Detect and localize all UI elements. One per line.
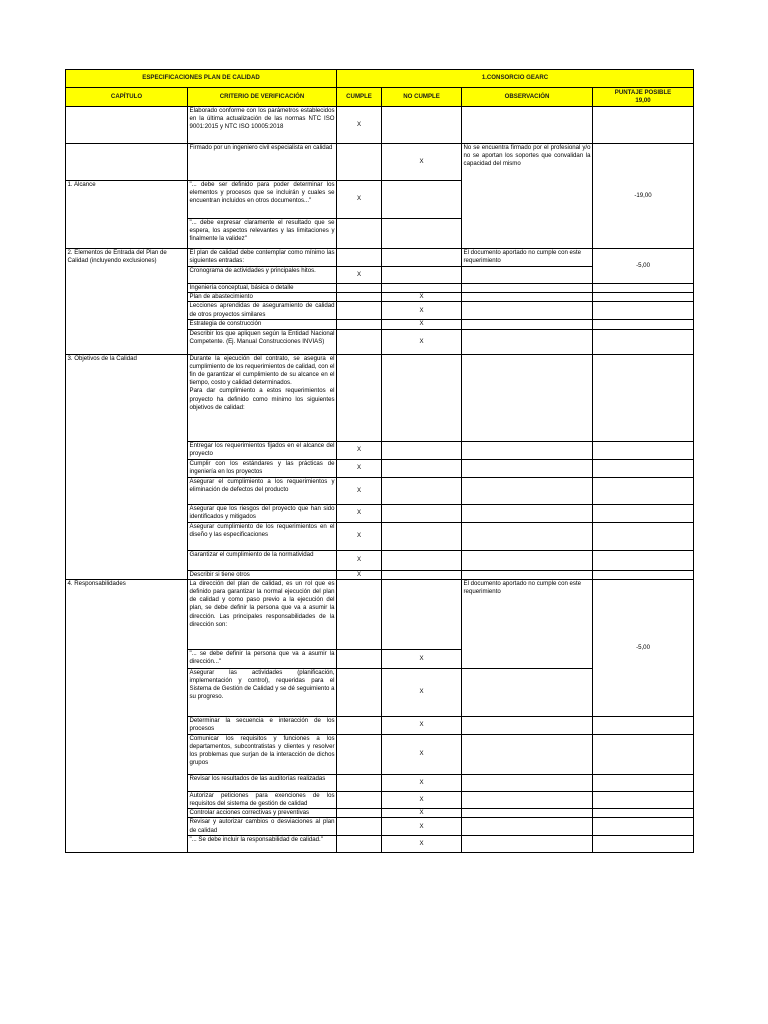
observation-cell <box>462 716 593 734</box>
score-cell: -19,00 <box>593 144 694 249</box>
observation-cell <box>462 354 593 441</box>
chapter-cell <box>66 107 188 144</box>
complies-cell: X <box>337 267 382 284</box>
complies-cell <box>337 249 382 267</box>
complies-cell: X <box>337 459 382 477</box>
complies-cell <box>337 791 382 808</box>
not-complies-cell <box>382 284 462 293</box>
criterion-cell: "... se debe definir la persona que va a asumir la dirección..." <box>188 649 337 668</box>
complies-cell <box>337 284 382 293</box>
criterion-cell: Determinar la secuencia e interacción de los procesos <box>188 716 337 734</box>
not-complies-cell: X <box>382 818 462 835</box>
score-cell: -5,00 <box>593 249 694 284</box>
score-cell <box>593 522 694 550</box>
score-cell <box>593 809 694 818</box>
table-row <box>66 107 694 144</box>
complies-cell <box>337 144 382 181</box>
observation-cell <box>462 570 593 579</box>
score-cell <box>593 774 694 791</box>
complies-cell <box>337 649 382 668</box>
criterion-cell: Garantizar el cumplimiento de la normatividad <box>188 550 337 570</box>
not-complies-cell: X <box>382 144 462 181</box>
complies-cell <box>337 354 382 441</box>
col-chapter: CAPÍTULO <box>66 88 188 107</box>
observation-cell <box>462 774 593 791</box>
criterion-cell: Describir si tiene otros <box>188 570 337 579</box>
observation-cell <box>462 550 593 570</box>
table-row <box>66 249 694 267</box>
not-complies-cell <box>382 441 462 459</box>
complies-cell: X <box>337 504 382 522</box>
score-cell <box>593 734 694 774</box>
criterion-cell: Cronograma de actividades y principales hitos. <box>188 267 337 284</box>
not-complies-cell: X <box>382 716 462 734</box>
complies-cell <box>337 219 382 249</box>
criterion-cell: Lecciones aprendidas de aseguramiento de calidad de otros proyectos similares <box>188 302 337 320</box>
criterion-cell: Autorizar peticiones para exenciones de los requisitos del sistema de gestión de calidad <box>189 791 335 808</box>
chapter-cell: 3. Objetivos de la Calidad <box>66 354 188 579</box>
complies-cell <box>337 302 382 320</box>
criterion-cell: Asegurar el cumplimiento a los requerimientos y eliminación de defectos del producto <box>188 477 337 504</box>
table-row <box>66 144 694 181</box>
criterion-cell: Asegurar que los riesgos del proyecto que han sido identificados y mitigados <box>188 504 337 522</box>
score-cell <box>593 329 694 354</box>
score-cell <box>593 504 694 522</box>
observation-cell <box>462 284 593 293</box>
score-cell <box>593 716 694 734</box>
not-complies-cell <box>382 550 462 570</box>
score-cell <box>593 550 694 570</box>
not-complies-cell <box>382 249 462 267</box>
not-complies-cell <box>382 267 462 284</box>
observation-cell <box>462 818 593 835</box>
not-complies-cell <box>382 181 462 219</box>
score-cell <box>593 354 694 441</box>
col-possible-score <box>593 88 694 107</box>
criterion-cell: Elaborado conforme con los parámetros establecidos en la última actualización de las normas NTC ISO 9001:2015 y NTC ISO 10005:2018 <box>188 107 337 144</box>
observation-cell <box>462 459 593 477</box>
not-complies-cell <box>382 504 462 522</box>
complies-cell <box>337 320 382 329</box>
not-complies-cell: X <box>382 809 462 818</box>
score-cell <box>593 293 694 302</box>
not-complies-cell <box>382 570 462 579</box>
observation-cell <box>462 320 593 329</box>
not-complies-cell <box>382 354 462 441</box>
header-row-columns <box>66 88 694 107</box>
score-cell <box>593 459 694 477</box>
criterion-cell: Estrategia de construcción <box>188 320 337 329</box>
criterion-cell: Comunicar los requisitos y funciones a los departamentos, subcontratistas y clientes y resolver los problemas que surjan de la interacción de dichos grupos <box>188 734 337 774</box>
criterion-cell: Revisar los resultados de las auditorías realizadas <box>188 774 337 791</box>
criterion-cell: Describir los que apliquen según la Entidad Nacional Competente. (Ej. Manual Construcciones INVIAS) <box>188 329 337 354</box>
criterion-cell: Durante la ejecución del contrato, se asegura el cumplimiento de los requerimientos de calidad, con el fin de garantizar el cumplimiento de su alcance en el tiempo, costo y calidad determinados. Para dar cumplimiento a estos requerimientos el proyecto ha definido como mínimo los siguientes objetivos de calidad: <box>188 354 337 441</box>
complies-cell: X <box>337 107 382 144</box>
score-cell <box>593 302 694 320</box>
complies-cell <box>337 293 382 302</box>
observation-cell: El documento aportado no cumple con este requerimiento <box>462 249 593 267</box>
not-complies-cell <box>382 579 462 649</box>
score-cell <box>593 284 694 293</box>
complies-cell <box>337 818 382 835</box>
complies-cell: X <box>337 477 382 504</box>
observation-cell: El documento aportado no cumple con este requerimiento <box>462 579 593 668</box>
not-complies-cell <box>382 477 462 504</box>
criterion-cell: Cumplir con los estándares y las prácticas de ingeniería en los proyectos <box>188 459 337 477</box>
score-cell: -5,00 <box>593 579 694 716</box>
not-complies-cell: X <box>382 835 462 852</box>
criterion-cell: Entregar los requerimientos fijados en el alcance del proyecto <box>188 441 337 459</box>
score-cell <box>593 570 694 579</box>
complies-cell <box>337 774 382 791</box>
observation-cell <box>462 835 593 852</box>
not-complies-cell <box>382 107 462 144</box>
quality-plan-table <box>65 69 694 853</box>
consortium-title: 1.CONSORCIO GEARC <box>337 70 694 88</box>
not-complies-cell <box>382 219 462 249</box>
score-cell <box>593 818 694 835</box>
observation-cell <box>462 477 593 504</box>
observation-cell <box>462 504 593 522</box>
criterion-cell: Ingeniería conceptual, básica o detalle <box>188 284 337 293</box>
observation-cell <box>462 668 593 716</box>
header-row-titles <box>66 70 694 88</box>
observation-cell <box>462 107 593 144</box>
observation-cell <box>462 522 593 550</box>
criterion-cell: Asegurar cumplimiento de los requerimientos en el diseño y las especificaciones <box>188 522 337 550</box>
table-row <box>66 354 694 441</box>
not-complies-cell: X <box>382 649 462 668</box>
criterion-cell: Revisar y autorizar cambios o desviaciones al plan de calidad <box>189 818 335 834</box>
col-observation: OBSERVACIÓN <box>462 88 593 107</box>
observation-cell <box>462 734 593 774</box>
col-not-complies: NO CUMPLE <box>382 88 462 107</box>
table-body <box>66 107 694 853</box>
criterion-cell: Plan de abastecimiento <box>188 293 337 302</box>
criterion-cell: "... debe expresar claramente el resultado que se espera, los aspectos relevantes y las limitaciones y finalmente la validez" <box>188 219 337 249</box>
not-complies-cell: X <box>382 293 462 302</box>
observation-cell <box>462 441 593 459</box>
not-complies-cell: X <box>382 302 462 320</box>
not-complies-cell: X <box>382 668 462 716</box>
complies-cell <box>337 668 382 716</box>
chapter-cell: 4. Responsabilidades <box>66 579 188 852</box>
col-criterion: CRITERIO DE VERIFICACIÓN <box>188 88 337 107</box>
observation-cell <box>462 293 593 302</box>
table-row <box>66 579 694 649</box>
score-cell <box>593 835 694 852</box>
chapter-cell: 1. Alcance <box>66 181 188 249</box>
spec-title: ESPECIFICACIONES PLAN DE CALIDAD <box>66 70 337 88</box>
complies-cell: X <box>337 181 382 219</box>
not-complies-cell <box>382 522 462 550</box>
not-complies-cell <box>382 459 462 477</box>
complies-cell <box>337 734 382 774</box>
complies-cell: X <box>337 522 382 550</box>
score-cell <box>593 791 694 808</box>
complies-cell <box>337 809 382 818</box>
criterion-cell: Firmado por un ingeniero civil especialista en calidad <box>188 144 337 181</box>
complies-cell: X <box>337 441 382 459</box>
complies-cell: X <box>337 570 382 579</box>
complies-cell <box>337 579 382 649</box>
chapter-cell: 2. Elementos de Entrada del Plan de Calidad (incluyendo exclusiones) <box>66 249 188 355</box>
col-complies: CUMPLE <box>337 88 382 107</box>
chapter-cell <box>66 144 188 181</box>
criterion-cell: "... debe ser definido para poder determinar los elementos y procesos que se incluirán y cuales se encuentran incluidos en otros documentos..." <box>188 181 337 219</box>
not-complies-cell: X <box>382 791 462 808</box>
observation-cell <box>462 329 593 354</box>
criterion-cell: Asegurar las actividades (planificación, implementación y control), requeridas para el Sistema de Gestión de Calidad y se dé seguimiento a su progreso. <box>188 668 337 716</box>
score-cell <box>593 477 694 504</box>
observation-cell <box>462 267 593 284</box>
score-cell <box>593 107 694 144</box>
complies-cell <box>337 716 382 734</box>
observation-cell <box>462 302 593 320</box>
score-cell <box>593 320 694 329</box>
score-cell <box>593 441 694 459</box>
complies-cell <box>337 835 382 852</box>
criterion-cell: "... Se debe incluir la responsabilidad de calidad." <box>188 835 337 852</box>
criterion-cell: Controlar acciones correctivas y preventivas <box>188 809 337 818</box>
not-complies-cell: X <box>382 774 462 791</box>
possible-score-label: PUNTAJE POSIBLE 19,00 <box>614 89 672 104</box>
criterion-cell: La dirección del plan de calidad, es un rol que es definido para garantizar la normal ejecución del plan de calidad y como paso previo a la ejecución del plan, se debe definir la persona que va a asumir la dirección. Las principales responsabilidades de la dirección son: <box>188 579 337 649</box>
observation-cell: No se encuentra firmado por el profesional y/o no se aportan los soportes que convalidan la capacidad del mismo <box>462 144 593 249</box>
not-complies-cell: X <box>382 320 462 329</box>
observation-cell <box>462 809 593 818</box>
not-complies-cell: X <box>382 734 462 774</box>
not-complies-cell: X <box>382 329 462 354</box>
criterion-cell: El plan de calidad debe contemplar como mínimo las siguientes entradas: <box>188 249 337 267</box>
complies-cell: X <box>337 550 382 570</box>
complies-cell <box>337 329 382 354</box>
observation-cell <box>462 791 593 808</box>
